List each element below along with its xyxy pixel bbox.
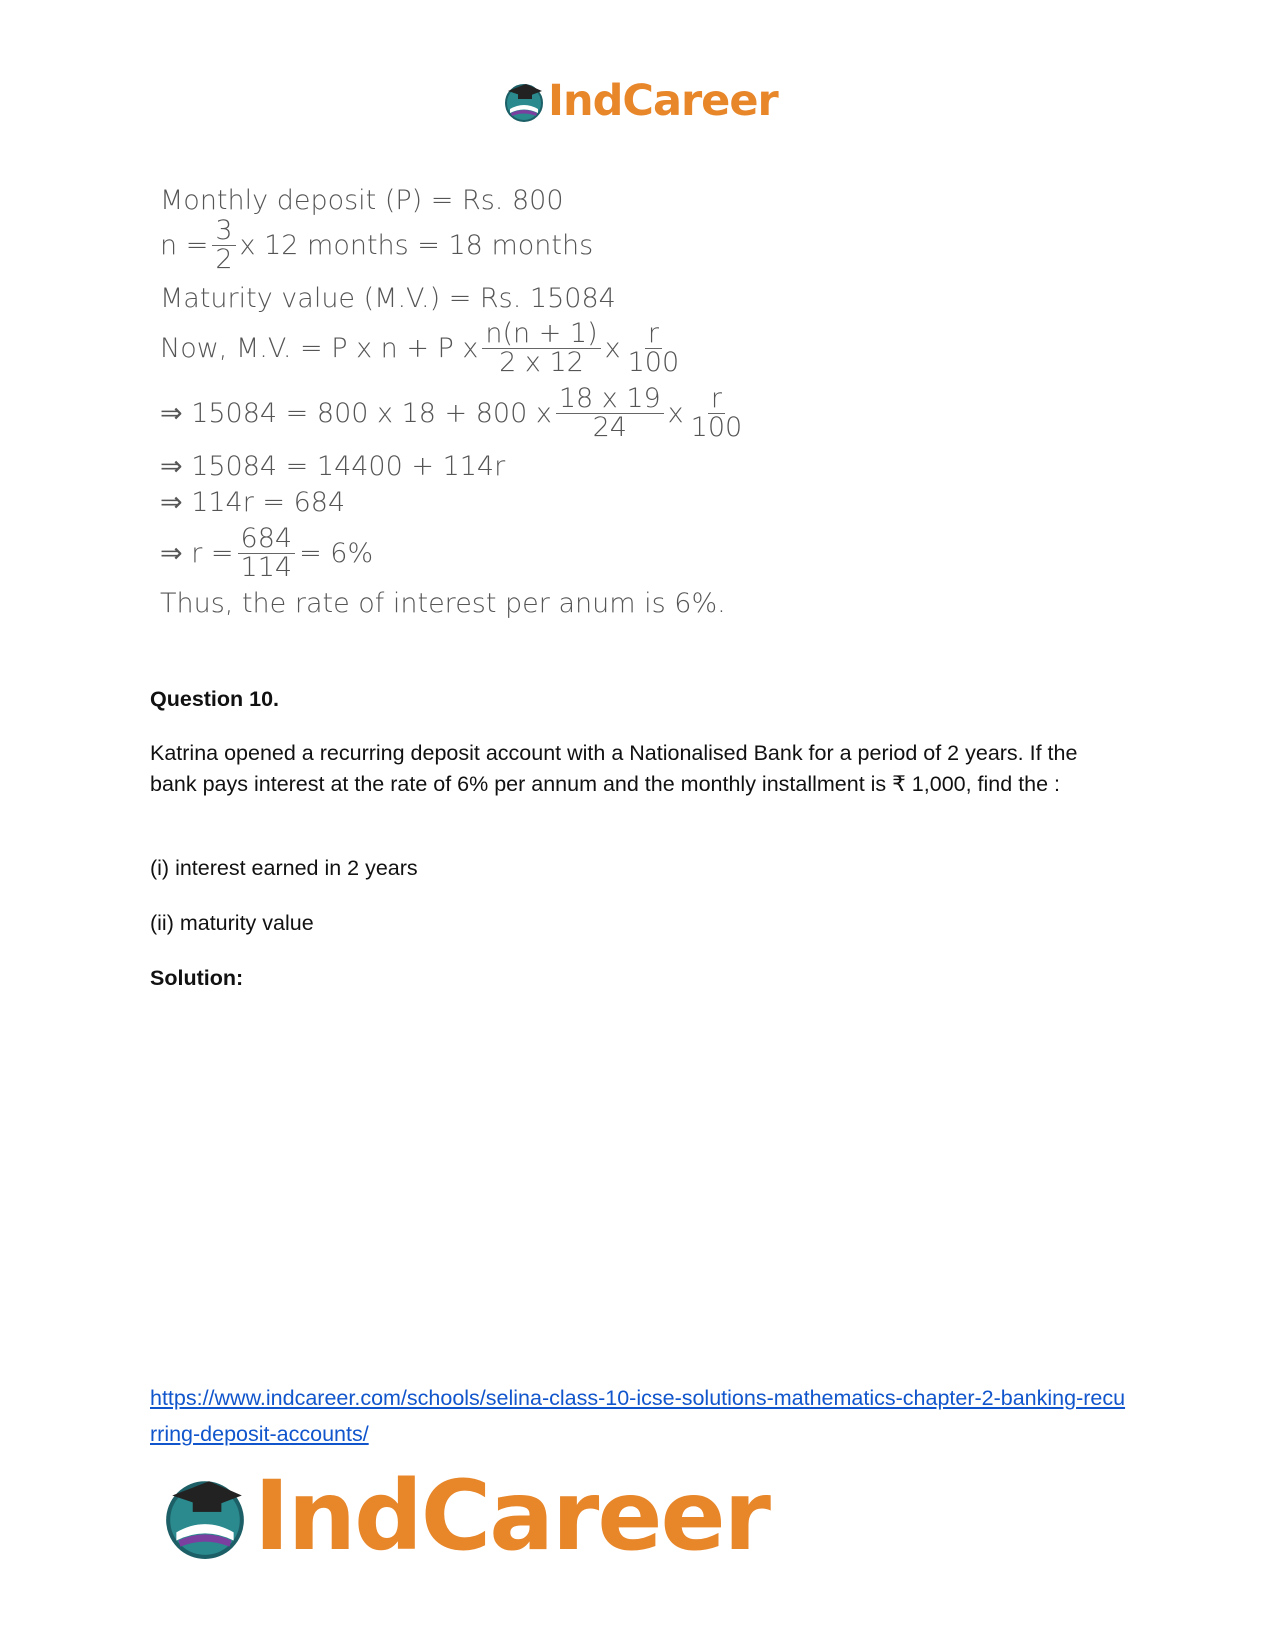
question-part-2: (ii) maturity value (150, 911, 314, 935)
numerator: 3 (212, 217, 235, 246)
fraction (688, 385, 746, 443)
denominator: 24 (592, 412, 627, 444)
math-text: ⇒ r = (160, 538, 234, 570)
numerator: r (645, 320, 662, 349)
math-text: ⇒ 15084 = 800 x 18 + 800 x (160, 398, 552, 430)
question-body: Katrina opened a recurring deposit account with a Nationalised Bank for a period of 2 years. If the bank pays interest at the rate of 6% per annum and the monthly installment is ₹ 1,000, find the : (150, 741, 1078, 796)
fraction (238, 525, 296, 583)
math-text: x (667, 398, 684, 430)
graduation-globe-icon (502, 79, 546, 123)
math-line: Thus, the rate of interest per anum is 6%. (160, 588, 726, 619)
source-link[interactable]: https://www.indcareer.com/schools/selina-class-10-icse-solutions-mathematics-chapter-2-banking-recurring-deposit-accounts/ (150, 1386, 1126, 1446)
denominator: 114 (240, 552, 293, 584)
math-text: x (604, 333, 621, 365)
math-text: Now, M.V. = P x n + P x (160, 333, 479, 365)
question-heading: Question 10. (150, 687, 280, 711)
solution-label: Solution: (150, 966, 244, 990)
math-line (160, 217, 593, 275)
fraction (212, 217, 235, 275)
math-text: x 12 months = 18 months (239, 230, 594, 262)
graduation-globe-icon (160, 1471, 250, 1561)
denominator: 2 (215, 244, 233, 276)
math-line: ⇒ 15084 = 14400 + 114r (160, 451, 506, 482)
footer-logo (160, 1460, 769, 1572)
question-part-1: (i) interest earned in 2 years (150, 856, 418, 880)
math-line: Monthly deposit (P) = Rs. 800 (160, 185, 564, 216)
numerator: 18 x 19 (556, 385, 664, 414)
numerator: n(n + 1) (482, 320, 600, 349)
logo-wordmark: IndCareer (254, 1460, 769, 1572)
math-line (160, 320, 686, 378)
denominator: 100 (690, 412, 743, 444)
fraction (625, 320, 683, 378)
math-text: = 6% (299, 538, 374, 570)
denominator: 100 (627, 347, 680, 379)
math-line: ⇒ 114r = 684 (160, 487, 346, 518)
fraction (556, 385, 664, 443)
numerator: 684 (238, 525, 296, 554)
math-line: Maturity value (M.V.) = Rs. 15084 (160, 283, 616, 314)
math-line (160, 385, 749, 443)
numerator: r (708, 385, 725, 414)
fraction (482, 320, 600, 378)
denominator: 2 x 12 (499, 347, 584, 379)
logo-wordmark: IndCareer (548, 76, 778, 126)
header-logo (502, 76, 778, 126)
math-text: n = (160, 230, 209, 262)
math-line (160, 525, 373, 583)
